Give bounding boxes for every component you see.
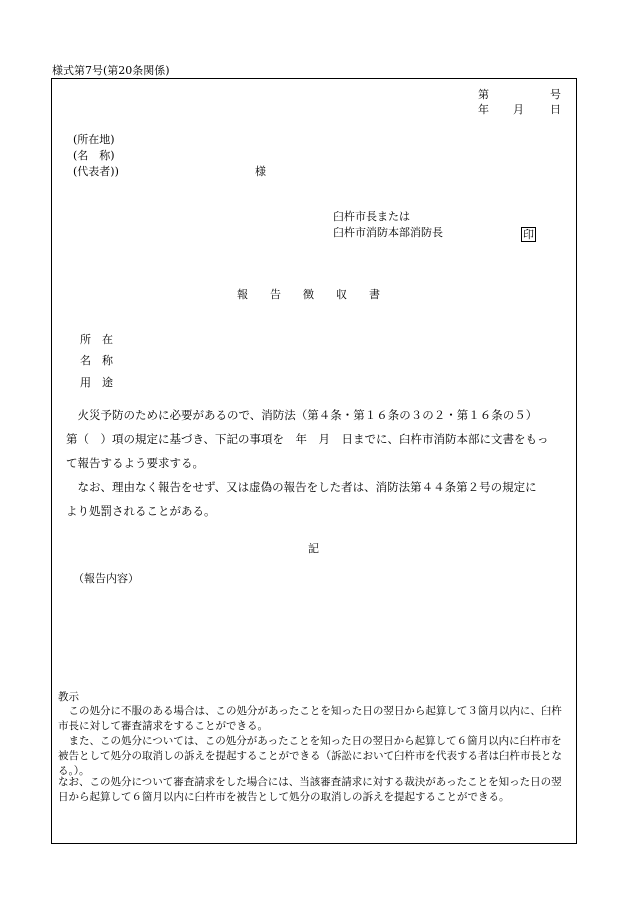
body-p2-line1: なお、理由なく報告をせず、又は虚偽の報告をした者は、消防法第４４条第２号の規定に	[66, 480, 537, 494]
notice-p3: なお、この処分について審査請求をした場合には、当該審査請求に対する裁決があったことを知った日の翌日から起算して６箇月以内に臼杵市を被告として処分の取消しの訴えを提起することができる。	[58, 776, 562, 803]
form-label: 様式第7号(第20条関係)	[52, 64, 170, 77]
seal-text: 印	[523, 228, 534, 241]
body-p1-line1: 火災予防のために必要があるので、消防法（第４条・第１６条の３の２・第１６条の５）	[66, 408, 538, 422]
addressee-name: (名 称)	[73, 149, 115, 162]
ki-label: 記	[308, 542, 319, 555]
date-year: 年	[478, 103, 489, 116]
notice-p2: また、この処分については、この処分があったことを知った日の翌日から起算して６箇月以内に臼杵市を被告として処分の取消しの訴えを提起することができる（訴訟において臼杵市を代表する者は臼杵市長となる。）。	[58, 735, 562, 777]
addressee-location: (所在地)	[73, 133, 115, 146]
doc-number-dai: 第	[478, 88, 489, 101]
seal-mark	[521, 223, 536, 242]
doc-number-go: 号	[550, 88, 561, 101]
date-month: 月	[513, 103, 524, 116]
report-content-label: （報告内容）	[73, 572, 139, 585]
notice-p1: この処分に不服のある場合は、この処分があったことを知った日の翌日から起算して３箇月以内に、臼杵市長に対して審査請求をすることができる。	[58, 705, 562, 732]
body-p1-line2: 第（ ）項の規定に基づき、下記の事項を 年 月 日までに、臼杵市消防本部に文書をもっ	[66, 432, 549, 446]
body-p1-line3: て報告するよう要求する。	[66, 456, 204, 470]
body-p2-line2: より処罰されることがある。	[66, 504, 216, 518]
property-location: 所 在	[80, 333, 113, 346]
property-name: 名 称	[80, 354, 113, 367]
addressee-representative: (代表者))	[73, 165, 119, 178]
issuer-line1: 臼杵市長または	[333, 210, 410, 223]
date-day: 日	[550, 103, 561, 116]
issuer-line2: 臼杵市消防本部消防長	[333, 226, 443, 239]
notice-heading: 教示	[58, 691, 79, 703]
addressee-sama: 様	[255, 165, 266, 178]
document-title: 報 告 徴 収 書	[237, 288, 380, 301]
property-use: 用 途	[80, 376, 113, 389]
